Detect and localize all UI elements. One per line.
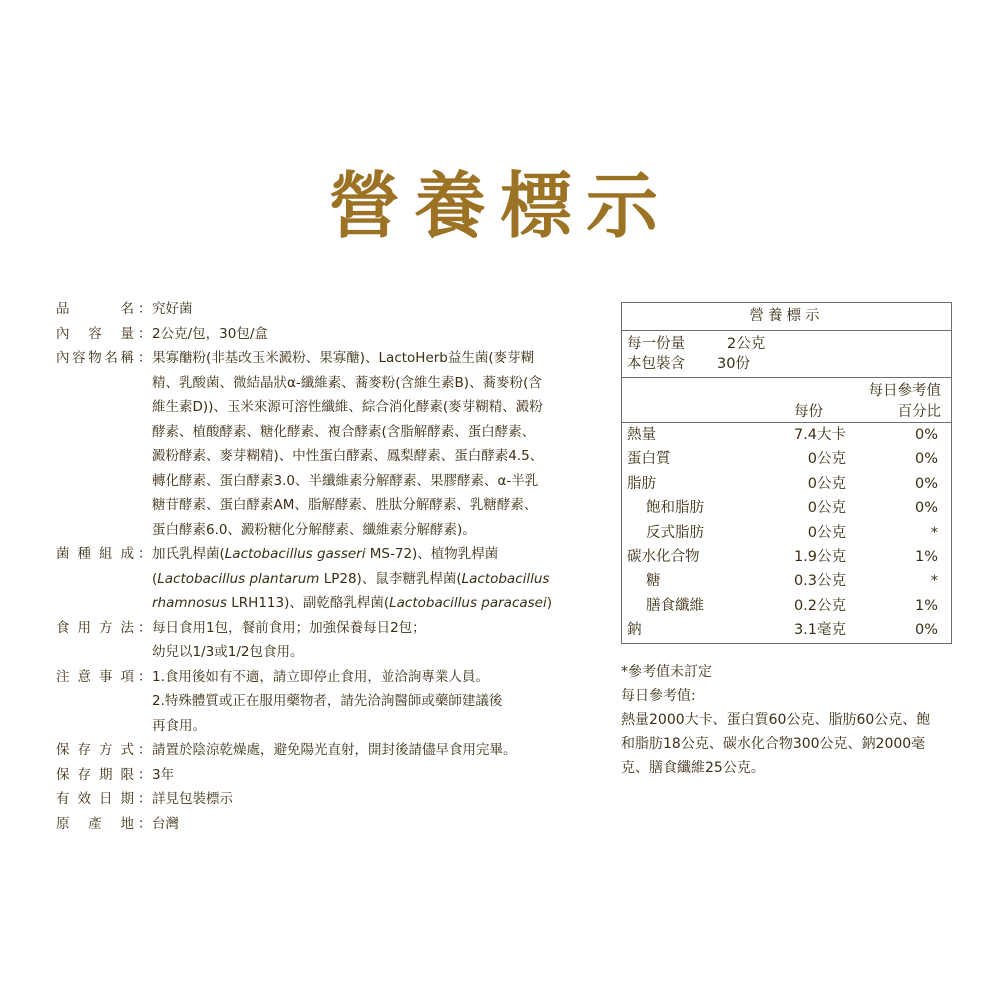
info-row-content	[56, 322, 616, 347]
value-expiry: 詳見包裝標示	[152, 791, 233, 807]
page-title: 營養標示	[327, 163, 672, 248]
colon: ：	[138, 815, 152, 832]
note-line: 每日參考值:	[621, 688, 696, 704]
servings-per-pack-label: 本包裝含	[627, 356, 685, 372]
nutrient-row: 反式脂肪 0公克 *	[646, 524, 938, 541]
nutrient-row: 碳水化合物 1.9公克 1%	[627, 548, 938, 565]
value-name: 究好菌	[152, 301, 193, 317]
per-serving-header: 每份	[794, 404, 823, 420]
colon: ：	[138, 742, 152, 758]
nutrient-row: 膳食纖維 0.2公克 1%	[646, 597, 938, 614]
label-storage: 保存方式	[56, 742, 134, 758]
label-caution: 注意事項	[56, 668, 134, 685]
nutrient-row: 脂肪 0公克 0%	[627, 475, 938, 492]
nutrition-facts-table	[621, 302, 952, 644]
label-usage: 食用方法	[56, 619, 134, 636]
label-expiry: 有效日期	[56, 791, 134, 807]
colon: ：	[138, 350, 152, 366]
usage-line: 每日食用1包，餐前食用；加強保養每日2包；	[152, 619, 426, 636]
strains-line: rhamnosus LRH113)、副乾酪乳桿菌(Lactobacillus paracasei)	[152, 595, 553, 611]
nutrition-table-header	[622, 378, 951, 423]
strains-line: 加氏乳桿菌(Lactobacillus gasseri MS-72)、植物乳桿菌	[152, 546, 499, 562]
label-strains: 菌種組成	[56, 546, 134, 562]
ingredients-line: 精、乳酸菌、微結晶狀α-纖維素、蕎麥粉(含維生素B)、蕎麥粉(含	[152, 374, 542, 391]
nutrient-row: 熱量 7.4大卡 0%	[627, 427, 938, 443]
ingredients-line: 酵素、植酸酵素、糖化酵素、複合酵素(含脂解酵素、蛋白酵素、	[152, 423, 536, 440]
colon: ：	[138, 325, 152, 342]
colon: ：	[138, 791, 152, 807]
caution-line: 1.食用後如有不適，請立即停止食用，並洽詢專業人員。	[152, 668, 489, 685]
note-line: 克、膳食纖維25公克。	[621, 760, 765, 776]
ingredients-line: 果寡醣粉(非基改玉米澱粉、果寡醣)、LactoHerb益生菌(麥芽糊	[152, 350, 535, 366]
note-line: *參考值未訂定	[621, 664, 712, 680]
colon: ：	[138, 301, 152, 317]
note-line: 熱量2000大卡、蛋白質60公克、脂肪60公克、飽	[621, 712, 931, 728]
value-content: 2公克/包，30包/盒	[152, 325, 268, 342]
serving-size-value: 2公克	[727, 336, 766, 352]
label-content: 內容量	[56, 325, 134, 342]
ingredients-line: 糖苷酵素、蛋白酵素AM、脂解酵素、胜肽分解酵素、乳糖酵素、	[152, 497, 538, 513]
nutrient-row: 糖 0.3公克 *	[646, 573, 938, 590]
caution-line: 2.特殊體質或正在服用藥物者，請先洽詢醫師或藥師建議後	[152, 693, 503, 709]
value-origin: 台灣	[152, 815, 179, 832]
servings-per-pack-value: 30份	[717, 356, 750, 372]
daily-value-header: 每日參考值	[868, 383, 941, 399]
label-ingredients: 內容物名稱	[56, 350, 134, 366]
value-shelf-life: 3年	[152, 766, 175, 783]
product-info	[56, 297, 616, 836]
nutrient-row: 鈉 3.1毫克 0%	[627, 622, 938, 639]
info-row-storage	[56, 738, 616, 763]
colon: ：	[138, 546, 152, 562]
info-row-caution	[56, 665, 616, 739]
info-row-expiry	[56, 787, 616, 812]
info-row-usage	[56, 616, 616, 665]
usage-line: 幼兒以1/3或1/2包食用。	[152, 644, 304, 660]
nutrient-row: 蛋白質 0公克 0%	[627, 451, 938, 468]
ingredients-line: 維生素D))、玉米來源可溶性纖維、綜合消化酵素(麥芽糊精、澱粉	[152, 399, 543, 415]
serving-size-label: 每一份量	[627, 336, 685, 352]
nutrient-row: 飽和脂肪 0公克 0%	[646, 500, 938, 517]
label-origin: 原產地	[56, 815, 134, 832]
info-row-strains	[56, 542, 616, 616]
info-row-origin	[56, 812, 616, 837]
ingredients-line: 澱粉酵素、麥芽糊精)、中性蛋白酵素、鳳梨酵素、蛋白酵素4.5、	[152, 448, 544, 464]
nutrition-table-title: 營養標示	[622, 303, 951, 331]
colon: ：	[138, 766, 152, 783]
caution-line: 再食用。	[152, 717, 206, 734]
label-name: 品名	[56, 301, 134, 317]
daily-value-notes	[621, 660, 951, 780]
value-storage: 請置於陰涼乾燥處，避免陽光直射，開封後請儘早食用完畢。	[152, 742, 517, 758]
colon: ：	[138, 668, 152, 685]
colon: ：	[138, 619, 152, 636]
serving-info	[622, 331, 951, 378]
label-shelf-life: 保存期限	[56, 766, 134, 783]
info-row-ingredients	[56, 346, 616, 542]
ingredients-line: 蛋白酵素6.0、澱粉糖化分解酵素、纖維素分解酵素)。	[152, 521, 476, 538]
strains-line: (Lactobacillus plantarum LP28)、鼠李糖乳桿菌(Lactobacillus	[152, 570, 550, 587]
info-row-name	[56, 297, 616, 322]
ingredients-line: 轉化酵素、蛋白酵素3.0、半纖維素分解酵素、果膠酵素、α-半乳	[152, 472, 539, 489]
percent-header: 百分比	[897, 404, 941, 420]
info-row-shelf-life	[56, 763, 616, 788]
note-line: 和脂肪18公克、碳水化合物300公克、鈉2000毫	[621, 736, 926, 752]
nutrition-rows	[622, 423, 951, 643]
